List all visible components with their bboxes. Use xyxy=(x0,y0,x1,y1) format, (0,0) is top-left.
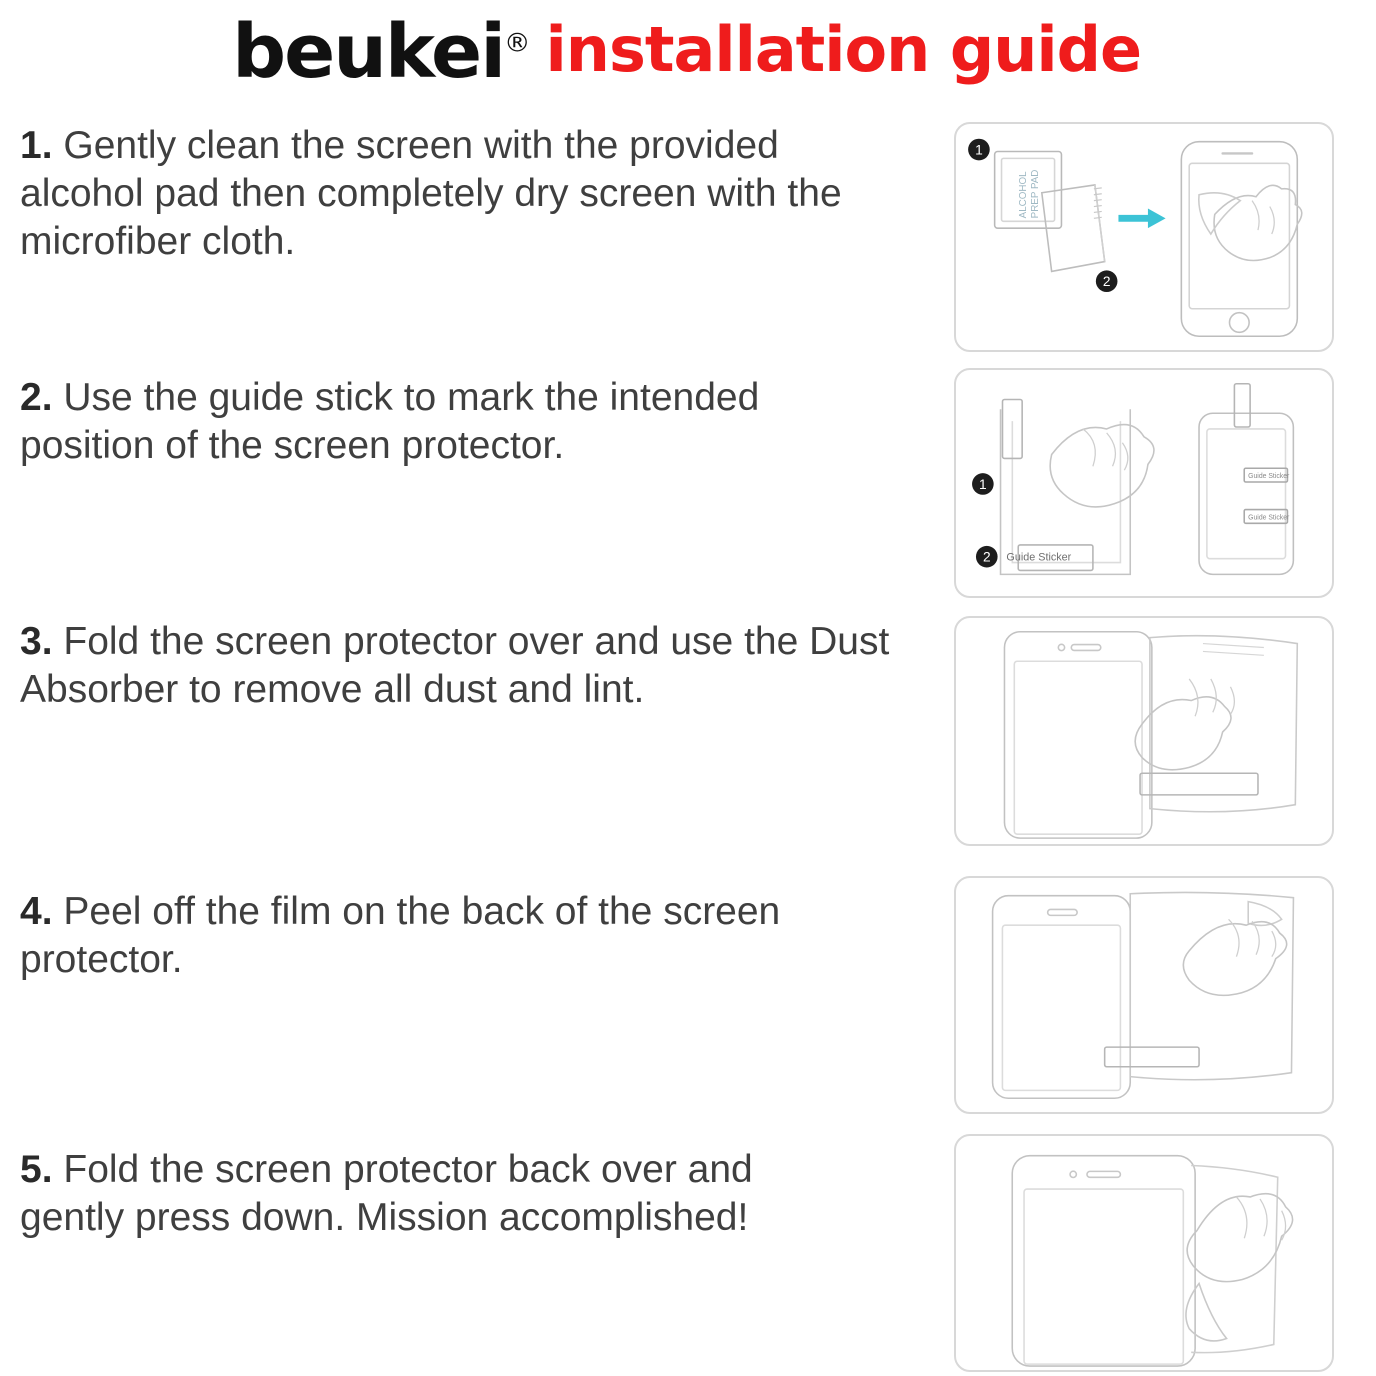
step-3 xyxy=(20,618,900,714)
step-2-number: 2. xyxy=(20,376,53,419)
svg-text:PREP PAD: PREP PAD xyxy=(1029,169,1041,219)
brand-logo xyxy=(231,9,531,95)
step-3-text: Fold the screen protector over and use the Dust Absorber to remove all dust and lint. xyxy=(20,620,890,711)
brand-name: beukei xyxy=(231,9,504,95)
step-5-number: 5. xyxy=(20,1148,53,1191)
figure-step-5 xyxy=(954,1134,1334,1372)
guide-sticker-tab-1: Guide Sticker xyxy=(1248,473,1290,481)
alcohol-pad-label xyxy=(1018,170,1041,219)
svg-text:2: 2 xyxy=(982,549,991,565)
svg-text:1: 1 xyxy=(975,142,983,158)
svg-text:1: 1 xyxy=(979,476,987,492)
content-area xyxy=(0,98,1376,1376)
badge-2-icon xyxy=(976,546,998,568)
step-4-number: 4. xyxy=(20,890,53,933)
figure-step-2 xyxy=(954,368,1334,598)
step-5 xyxy=(20,1146,840,1242)
step-2-text: Use the guide stick to mark the intended position of the screen protector. xyxy=(20,376,760,467)
badge-1-icon xyxy=(968,139,990,161)
registered-trademark-icon: ® xyxy=(503,28,531,59)
svg-text:ALCOHOL: ALCOHOL xyxy=(1018,171,1030,219)
step-1-text: Gently clean the screen with the provided alcohol pad then completely dry screen with the microfiber cloth. xyxy=(20,124,842,263)
figure-step-3 xyxy=(954,616,1334,846)
figure-step-1 xyxy=(954,122,1334,352)
page-header xyxy=(0,0,1376,98)
figure-step-4 xyxy=(954,876,1334,1114)
page-title: installation guide xyxy=(545,13,1142,86)
step-2 xyxy=(20,374,900,470)
step-3-number: 3. xyxy=(20,620,53,663)
step-4-text: Peel off the film on the back of the screen protector. xyxy=(20,890,781,981)
badge-1-icon xyxy=(972,473,994,495)
arrow-icon xyxy=(1118,209,1165,229)
badge-2-icon xyxy=(1096,270,1118,292)
step-4 xyxy=(20,888,820,984)
guide-sticker-label: Guide Sticker xyxy=(1006,551,1072,564)
step-5-text: Fold the screen protector back over and gently press down. Mission accomplished! xyxy=(20,1148,753,1239)
step-1-number: 1. xyxy=(20,124,53,167)
step-1 xyxy=(20,122,900,266)
svg-text:2: 2 xyxy=(1102,274,1111,290)
guide-sticker-tab-2: Guide Sticker xyxy=(1248,514,1290,522)
